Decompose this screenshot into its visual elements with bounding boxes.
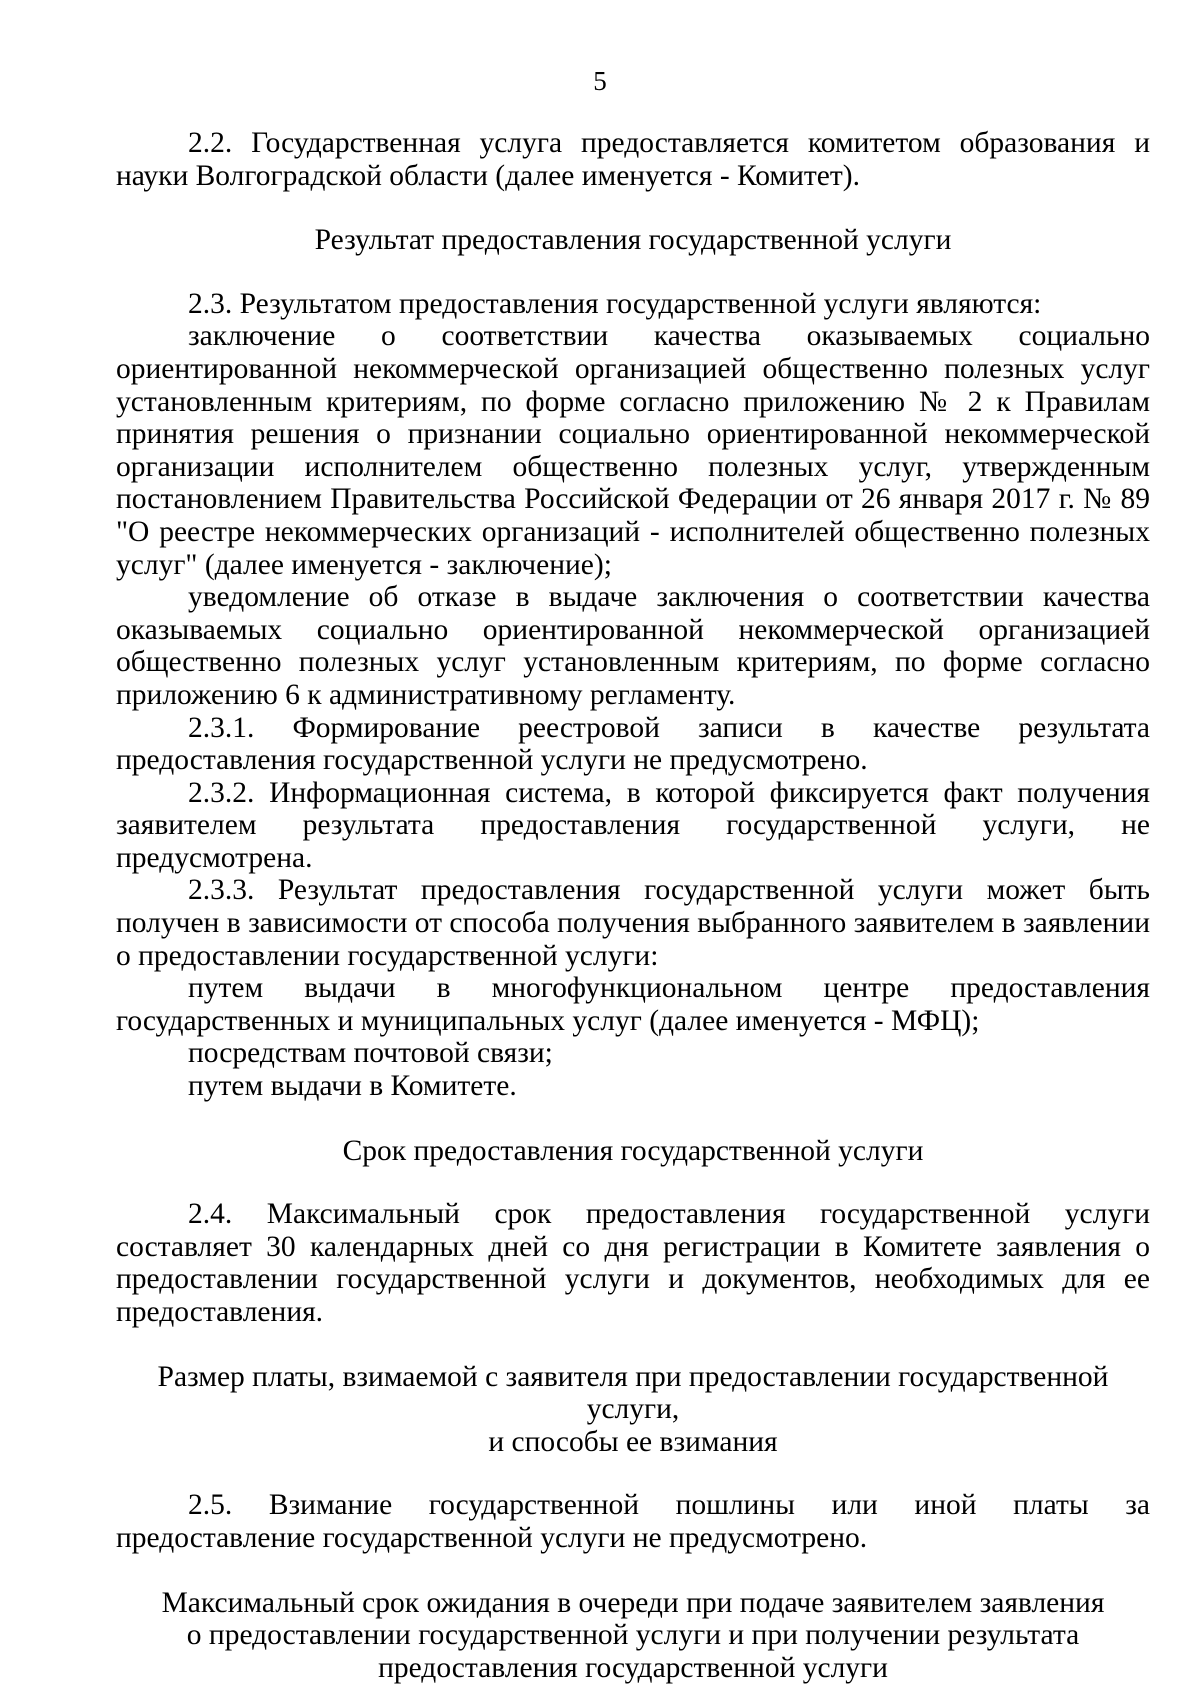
heading-fee-line-2: и способы ее взимания xyxy=(488,1425,778,1458)
paragraph-2-3-1: 2.3.1. Формирование реестровой записи в качестве результата предоставления государственной услуги не предусмотрено. xyxy=(116,711,1150,777)
heading-term: Срок предоставления государственной услуги xyxy=(342,1134,924,1167)
paragraph-2-3-3: 2.3.3. Результат предоставления государственной услуги может быть получен в зависимости от способа получения выбранного заявителем в заявлении о предоставлении государственной услуги: xyxy=(116,874,1150,972)
paragraph-committee: путем выдачи в Комитете. xyxy=(188,1070,517,1103)
paragraph-2-4: 2.4. Максимальный срок предоставления государственной услуги составляет 30 календарных дней со дня регистрации в Комитете заявления о предоставлении государственной услуги и документов, необходимых для ее предоставления. xyxy=(116,1198,1150,1328)
heading-fee xyxy=(116,1361,1150,1459)
paragraph-2-3: 2.3. Результатом предоставления государственной услуги являются: xyxy=(188,287,1042,320)
paragraph-mfc: путем выдачи в многофункциональном центре предоставления государственных и муниципальных услуг (далее именуется - МФЦ); xyxy=(116,972,1150,1037)
heading-wait-line-2: о предоставлении государственной услуги и при получении результата xyxy=(186,1619,1080,1652)
paragraph-2-5: 2.5. Взимание государственной пошлины или иной платы за предоставление государственной услуги не предусмотрено. xyxy=(116,1489,1150,1554)
heading-fee-line-1: Размер платы, взимаемой с заявителя при предоставлении государственной услуги, xyxy=(157,1360,1109,1426)
heading-wait xyxy=(116,1587,1150,1685)
page-number: 5 xyxy=(593,66,607,96)
paragraph-conclusion: заключение о соответствии качества оказываемых социально ориентированной некоммерческой организацией общественно полезных услуг установленным критериям, по форме согласно приложению № 2 к Правилам принятия решения о признании социально ориентированной некоммерческой организации исполнителем общественно полезных услуг, утвержденным постановлением Правительства Российской Федерации от 26 января 2017 г. № 89 "О реестре некоммерческих организаций - исполнителей общественно полезных услуг" (далее именуется - заключение); xyxy=(116,320,1150,581)
paragraph-post: посредствам почтовой связи; xyxy=(188,1037,553,1070)
paragraph-2-3-2: 2.3.2. Информационная система, в которой фиксируется факт получения заявителем результата предоставления государственной услуги, не предусмотрена. xyxy=(116,776,1150,874)
paragraph-2-2: 2.2. Государственная услуга предоставляется комитетом образования и науки Волгоградской области (далее именуется - Комитет). xyxy=(116,127,1150,192)
document-body xyxy=(116,127,1150,1684)
heading-result: Результат предоставления государственной услуги xyxy=(314,224,952,257)
heading-wait-line-3: предоставления государственной услуги xyxy=(378,1651,888,1684)
heading-wait-line-1: Максимальный срок ожидания в очереди при подаче заявителем заявления xyxy=(161,1586,1105,1619)
paragraph-notice: уведомление об отказе в выдаче заключения о соответствии качества оказываемых социально ориентированной некоммерческой организацией общественно полезных услуг установленным критериям, по форме согласно приложению 6 к административному регламенту. xyxy=(116,581,1150,711)
